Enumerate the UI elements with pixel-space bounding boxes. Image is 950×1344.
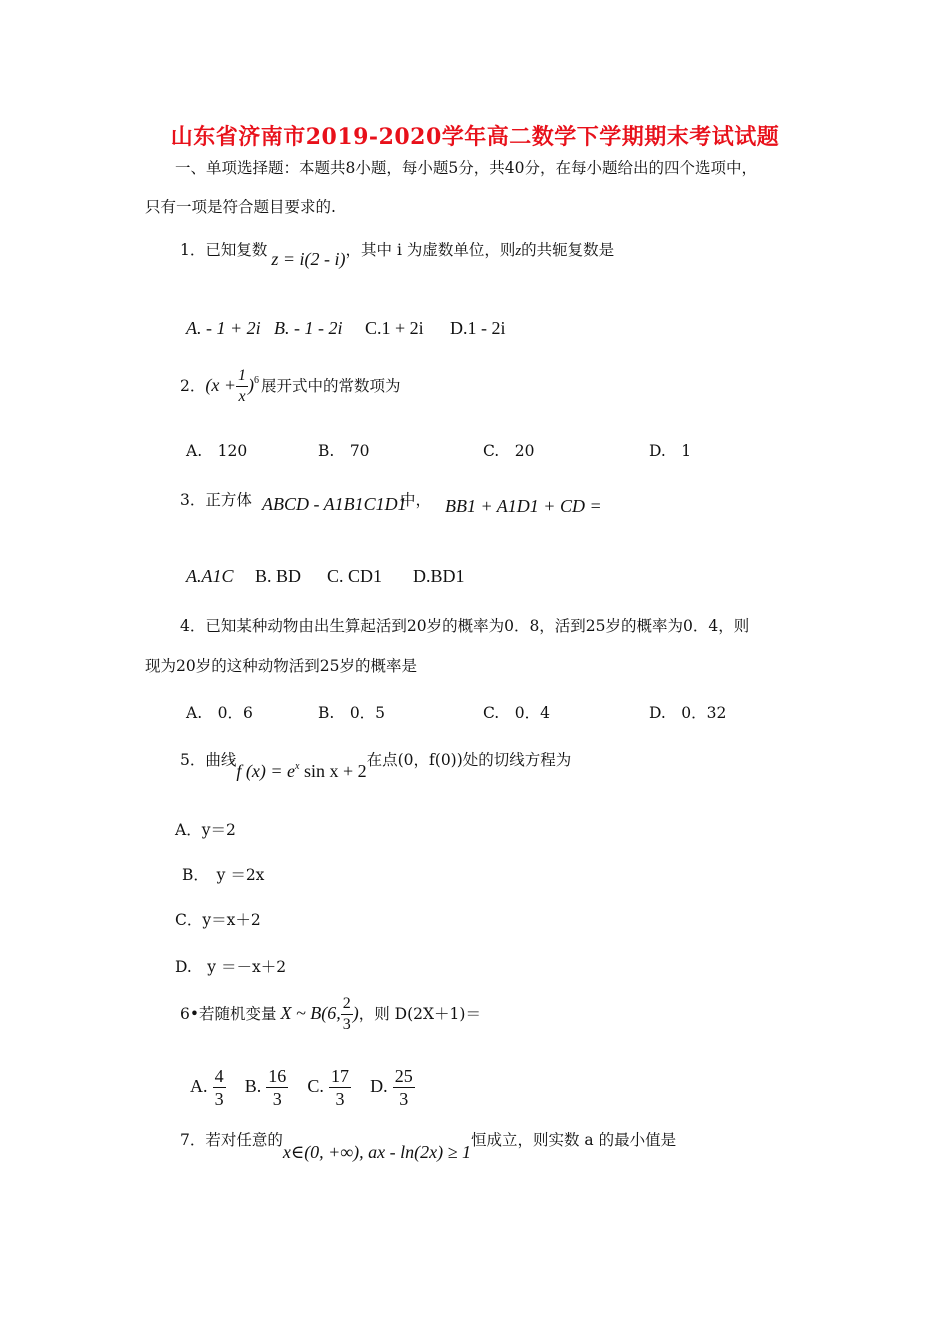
question-5-formula-a: f (x) = e: [236, 761, 295, 781]
q6-options: [190, 1067, 415, 1108]
section-intro-line2: 只有一项是符合题目要求的.: [145, 198, 336, 216]
q6-option-a-label: A.: [190, 1076, 208, 1096]
q1-option-a: A. - 1 + 2i: [186, 318, 261, 338]
question-6-frac-num: 2: [341, 996, 353, 1015]
q4-option-a: A. 0．6: [186, 704, 253, 722]
question-5-number: 5．曲线: [180, 751, 237, 769]
q1-option-d: D.1 - 2i: [450, 318, 506, 338]
q2-option-d: D. 1: [649, 442, 692, 460]
q2-option-c: C. 20: [483, 442, 535, 460]
question-2-lparen: (x +: [205, 375, 237, 395]
question-7-number: 7．若对任意的: [180, 1131, 283, 1149]
question-6-tail: ，则 D(2X＋1)＝: [358, 1005, 481, 1023]
question-6-dist-b: ): [352, 1003, 359, 1023]
question-5-formula-exp: x: [295, 761, 300, 772]
q6-option-c-den: 3: [335, 1089, 345, 1109]
question-4-line2: 现为20岁的这种动物活到25岁的概率是: [145, 657, 417, 675]
q6-option-d-den: 3: [399, 1089, 409, 1109]
question-3-mid: 中，: [400, 491, 432, 509]
question-1-z: z: [515, 243, 522, 259]
question-5: [180, 748, 572, 781]
question-2-rparen: ): [248, 375, 255, 395]
q5-option-b: B． y ＝2x: [182, 866, 265, 884]
q1-option-b: B. - 1 - 2i: [274, 318, 343, 338]
page-title: 山东省济南市2019-2020学年高二数学下学期期末考试试题: [170, 124, 780, 150]
q4-option-b: B. 0．5: [318, 704, 386, 722]
q6-option-b-num: 16: [268, 1066, 287, 1086]
q4-option-c: C. 0．4: [483, 704, 550, 722]
q3-option-a: A.A1C: [186, 566, 234, 586]
question-2-tail: 展开式中的常数项为: [261, 377, 401, 395]
question-1-text: ，其中 i 为虚数单位，则: [345, 241, 516, 259]
question-2: [180, 368, 401, 405]
q1-option-c: C.1 + 2i: [365, 318, 424, 338]
q5-option-a: A．y＝2: [175, 821, 236, 839]
question-1-formula: z = i(2 - i): [271, 249, 346, 269]
q6-option-b-label: B.: [244, 1076, 262, 1096]
q6-option-c-label: C.: [307, 1076, 324, 1096]
question-1-tail: 的共轭复数是: [521, 241, 615, 259]
question-6-number: 6•若随机变量: [180, 1005, 277, 1023]
question-3-number: 3．正方体: [180, 491, 252, 509]
question-2-fraction: [236, 368, 248, 405]
q2-option-b: B. 70: [318, 442, 370, 460]
question-2-exponent: 6: [254, 375, 260, 386]
question-2-number: 2．: [180, 377, 206, 395]
q6-option-d-num: 25: [394, 1066, 413, 1086]
question-6-frac-den: 3: [342, 1016, 351, 1033]
q5-option-d: D. y ＝－x＋2: [175, 958, 287, 976]
question-2-frac-den: x: [238, 388, 246, 405]
q6-option-a-den: 3: [214, 1089, 224, 1109]
q6-option-b-fraction: [266, 1067, 288, 1108]
question-6-dist-a: X ~ B(6,: [280, 1003, 341, 1023]
question-4-line1: 4．已知某种动物由出生算起活到20岁的概率为0．8，活到25岁的概率为0．4，则: [180, 617, 750, 635]
q3-option-b: B. BD: [255, 566, 302, 586]
q4-option-d: D. 0．32: [649, 704, 727, 722]
question-3-expression: BB1 + A1D1 + CD =: [445, 496, 602, 516]
q6-option-c-fraction: [329, 1067, 351, 1108]
question-3-cube: ABCD - A1B1C1D1: [262, 494, 407, 514]
q6-option-d-label: D.: [370, 1076, 388, 1096]
question-7: [180, 1128, 677, 1162]
question-6: [180, 996, 481, 1033]
q6-option-c-num: 17: [331, 1066, 349, 1086]
q6-option-b-den: 3: [272, 1089, 282, 1109]
question-1: [180, 238, 615, 269]
q6-option-d-fraction: [393, 1067, 415, 1108]
question-7-formula: x∈(0, +∞), ax - ln(2x) ≥ 1: [282, 1142, 471, 1162]
question-5-tail: 在点(0，f(0))处的切线方程为: [366, 751, 572, 769]
question-5-formula-b: sin x + 2: [299, 761, 367, 781]
question-7-tail: 恒成立，则实数 a 的最小值是: [471, 1131, 677, 1149]
q3-option-d: D.BD1: [413, 566, 465, 586]
q2-option-a: A. 120: [186, 442, 248, 460]
question-2-frac-num: 1: [236, 368, 248, 387]
q3-option-c: C. CD1: [327, 566, 383, 586]
q6-option-a-fraction: [213, 1067, 226, 1108]
section-intro-line1: 一、单项选择题：本题共8小题，每小题5分，共40分，在每小题给出的四个选项中，: [175, 159, 757, 177]
question-5-formula: [236, 761, 366, 781]
question-1-number: 1．已知复数: [180, 241, 268, 259]
q5-option-c: C．y＝x＋2: [175, 911, 261, 929]
q6-option-a-num: 4: [214, 1066, 224, 1086]
question-6-fraction: [341, 996, 353, 1033]
